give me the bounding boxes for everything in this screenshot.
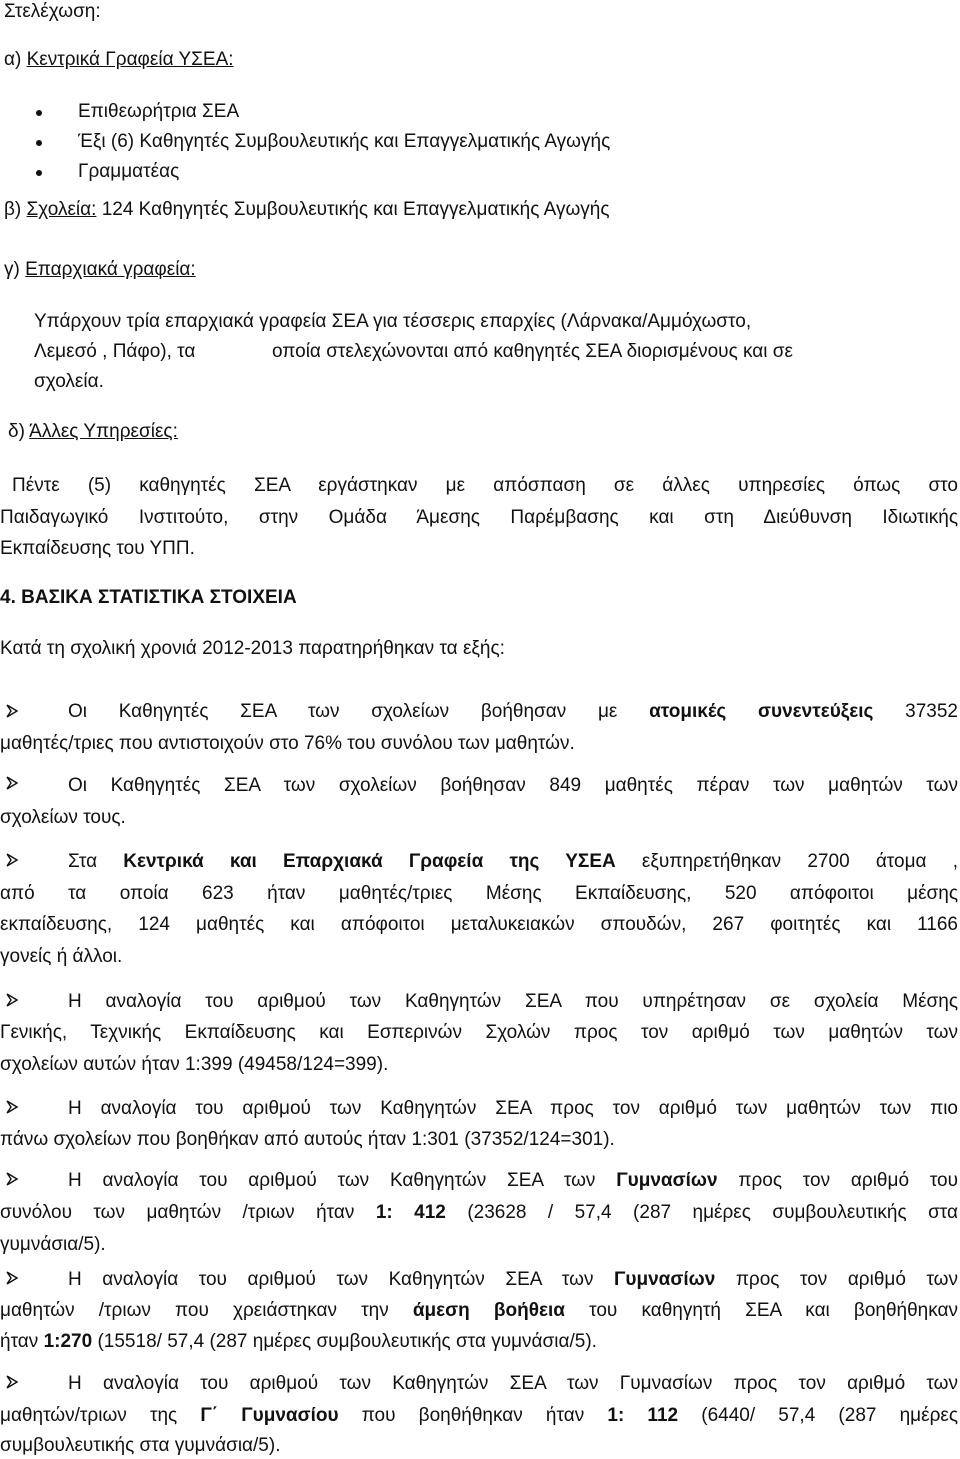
arrow-bullet-icon: [6, 1100, 18, 1114]
bullet-dot: [36, 110, 42, 116]
stat-item-line: σχολείων τους.: [0, 807, 126, 828]
arrow-bullet-icon: [6, 704, 18, 718]
stat-item-line: συνόλου των μαθητών /τριων ήταν 1: 412 (23628 / 57,4 (287 ημέρες συμβουλευτικής στα: [0, 1202, 959, 1223]
section-a-title: Κεντρικά Γραφεία ΥΣΕΑ:: [26, 49, 234, 70]
list-item: Γραμματέας: [78, 161, 180, 182]
section-c-line: οποία στελεχώνονται από καθηγητές ΣΕΑ διορισμένους και σε: [272, 341, 793, 362]
section-a-label: α): [4, 49, 22, 70]
section-4-intro: Κατά τη σχολική χρονιά 2012-2013 παρατηρήθηκαν τα εξής:: [0, 638, 505, 659]
stat-item-line: Η αναλογία του αριθμού των Καθηγητών ΣΕΑ που υπηρέτησαν σε σχολεία Μέσης: [68, 991, 958, 1012]
section-a-heading: [4, 48, 234, 72]
arrow-bullet-icon: [6, 776, 18, 790]
arrow-bullet-icon: [6, 1375, 18, 1389]
stat-item-line: γυμνάσια/5).: [0, 1234, 106, 1255]
section-d-title: Άλλες Υπηρεσίες:: [29, 421, 178, 442]
section-b: [4, 198, 610, 222]
stat-item-line: εκπαίδευσης, 124 μαθητές και απόφοιτοι μεταλυκειακών σπουδών, 267 φοιτητές και 1166: [0, 914, 958, 935]
stat-item-line: Η αναλογία του αριθμού των Καθηγητών ΣΕΑ των Γυμνασίων προς τον αριθμό των: [68, 1269, 959, 1290]
section-c-line: Υπάρχουν τρία επαρχιακά γραφεία ΣΕΑ για τέσσερις επαρχίες (Λάρνακα/Αμμόχωστο,: [34, 311, 752, 332]
bullet-dot: [36, 140, 42, 146]
stat-item-line: Η αναλογία του αριθμού των Καθηγητών ΣΕΑ των Γυμνασίων προς τον αριθμό των: [68, 1373, 958, 1394]
staffing-heading: Στελέχωση:: [4, 1, 101, 22]
stat-item-line: Οι Καθηγητές ΣΕΑ των σχολείων βοήθησαν 849 μαθητές πέραν των μαθητών των: [68, 775, 958, 796]
section-d-heading: [8, 420, 178, 444]
stat-item-line: συμβουλευτικής στα γυμνάσια/5).: [0, 1435, 281, 1456]
arrow-bullet-icon: [6, 993, 18, 1007]
arrow-bullet-icon: [6, 1271, 18, 1285]
arrow-bullet-icon: [6, 1172, 18, 1186]
stat-item-line: από τα οποία 623 ήταν μαθητές/τριες Μέσης Εκπαίδευσης, 520 απόφοιτοι μέσης: [0, 883, 958, 904]
section-d-line: Παιδαγωγικό Ινστιτούτο, στην Ομάδα Άμεσης Παρέμβασης και στη Διεύθυνση Ιδιωτικής: [0, 507, 958, 528]
stat-item-line: Η αναλογία του αριθμού των Καθηγητών ΣΕΑ προς τον αριθμό των μαθητών των πιο: [68, 1098, 958, 1119]
stat-item-line: μαθητών /τριων που χρειάστηκαν την άμεση βοήθεια του καθηγητή ΣΕΑ και βοηθήθηκαν: [0, 1300, 958, 1321]
stat-item-line: ήταν 1:270 (15518/ 57,4 (287 ημέρες συμβουλευτικής στα γυμνάσια/5).: [0, 1331, 597, 1352]
section-d-line: Πέντε (5) καθηγητές ΣΕΑ εργάστηκαν με απόσπαση σε άλλες υπηρεσίες όπως στο: [12, 475, 958, 496]
stat-item-line: μαθητές/τριες που αντιστοιχούν στο 76% του συνόλου των μαθητών.: [0, 733, 575, 754]
section-4-heading: 4. ΒΑΣΙΚΑ ΣΤΑΤΙΣΤΙΚΑ ΣΤΟΙΧΕΙΑ: [0, 587, 297, 608]
section-b-text: 124 Καθηγητές Συμβουλευτικής και Επαγγελματικής Αγωγής: [101, 199, 610, 220]
stat-item-line: Οι Καθηγητές ΣΕΑ των σχολείων βοήθησαν με ατομικές συνεντεύξεις 37352: [68, 701, 958, 722]
stat-item-line: Η αναλογία του αριθμού των Καθηγητών ΣΕΑ των Γυμνασίων προς τον αριθμό του: [68, 1170, 959, 1191]
stat-item-line: σχολείων αυτών ήταν 1:399 (49458/124=399).: [0, 1054, 389, 1075]
list-item: Έξι (6) Καθηγητές Συμβουλευτικής και Επαγγελματικής Αγωγής: [78, 131, 611, 152]
section-c-line: Λεμεσό , Πάφο), τα: [34, 341, 196, 362]
bullet-dot: [36, 170, 42, 176]
section-c-label: γ): [4, 259, 20, 280]
section-b-label: β): [4, 199, 22, 220]
section-d-line: Εκπαίδευσης του ΥΠΠ.: [0, 538, 195, 559]
section-d-label: δ): [8, 421, 25, 442]
section-b-title: Σχολεία:: [26, 199, 97, 220]
section-c-title: Επαρχιακά γραφεία:: [25, 259, 196, 280]
stat-item-line: Στα Κεντρικά και Επαρχιακά Γραφεία της ΥΣΕΑ εξυπηρετήθηκαν 2700 άτομα ,: [68, 851, 958, 872]
list-item: Επιθεωρήτρια ΣΕΑ: [78, 101, 240, 122]
arrow-bullet-icon: [6, 853, 18, 867]
stat-item-line: Γενικής, Τεχνικής Εκπαίδευσης και Εσπερινών Σχολών προς τον αριθμό των μαθητών των: [0, 1022, 958, 1043]
stat-item-line: μαθητών/τριων της Γ΄ Γυμνασίου που βοηθήθηκαν ήταν 1: 112 (6440/ 57,4 (287 ημέρες: [0, 1405, 959, 1426]
stat-item-line: γονείς ή άλλοι.: [0, 946, 123, 967]
section-c-heading: [4, 258, 196, 282]
section-c-line: σχολεία.: [34, 371, 104, 392]
stat-item-line: πάνω σχολείων που βοηθήκαν από αυτούς ήταν 1:301 (37352/124=301).: [0, 1129, 615, 1150]
